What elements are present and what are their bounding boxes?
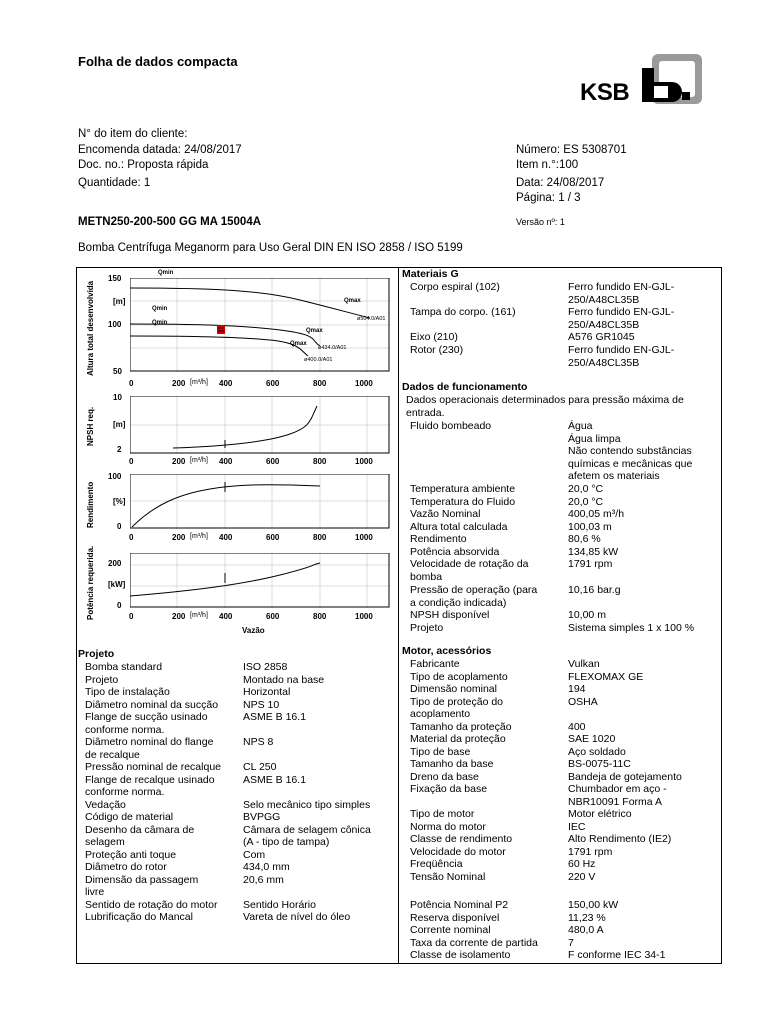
- npsh-ytick: 10: [113, 393, 122, 402]
- x-tick: 200: [172, 379, 186, 388]
- material-value: 250/A48CL35B: [568, 318, 640, 331]
- operation-value: 100,03 m: [568, 520, 612, 533]
- motor-label: Velocidade do motor: [410, 845, 506, 858]
- project-value: ASME B 16.1: [243, 711, 307, 723]
- npsh-ytick: 2: [117, 445, 122, 454]
- npsh-plot: [130, 396, 390, 454]
- operation-value: 20,0 °C: [568, 483, 604, 495]
- fluid-value: Não contendo substâncias: [568, 445, 692, 458]
- power-ylabel: Potência requerida.: [86, 545, 95, 620]
- x-tick: 1000: [355, 457, 373, 466]
- x-tick: 800: [313, 379, 327, 388]
- motor-value: 11,23 %: [568, 911, 606, 924]
- motor-label: Potência Nominal P2: [410, 899, 509, 911]
- page-number: Página: 1 / 3: [516, 192, 581, 204]
- operation-value: 134,85 kW: [568, 546, 619, 558]
- curve-d504: [130, 288, 370, 318]
- head-ylabel: Altura total desenvolvida: [86, 280, 95, 376]
- column-divider: [398, 267, 399, 964]
- npsh-curve: [173, 406, 317, 448]
- motor-value: 194: [568, 683, 586, 695]
- motor-value: 220 V: [568, 870, 596, 883]
- operating-point: [217, 325, 225, 334]
- project-value: Vareta de nível do óleo: [243, 911, 351, 923]
- project-value: 434,0 mm: [243, 861, 290, 873]
- grid: [130, 278, 390, 372]
- operation-value: Sistema simples 1 x 100 %: [568, 621, 695, 634]
- material-value: Ferro fundido EN-GJL-: [568, 306, 675, 318]
- operation-value: 10,00 m: [568, 609, 606, 621]
- eff-ylabel: Rendimento: [86, 481, 95, 528]
- project-label: Vedação: [85, 798, 126, 811]
- project-title: Projeto: [78, 648, 115, 660]
- x-tick: 800: [313, 612, 327, 621]
- project-value: Selo mecânico tipo simples: [243, 798, 371, 811]
- fluid-value: químicas e mecânicas que: [568, 457, 693, 470]
- pressure-label: a condição indicada): [410, 596, 507, 609]
- project-value: NPS 8: [243, 736, 274, 748]
- motor-value: 150,00 kW: [568, 899, 619, 911]
- operation-value: 80,6 %: [568, 533, 601, 546]
- operation-label: Temperatura ambiente: [410, 483, 516, 495]
- pressure-label: Pressão de operação (para: [410, 584, 538, 596]
- npsh-unit: [m]: [113, 420, 126, 429]
- x-tick: 200: [172, 612, 186, 621]
- head-plot: [130, 278, 390, 372]
- x-unit: [m³/h]: [190, 612, 208, 619]
- x-tick: 600: [266, 457, 280, 466]
- item-number: Item n.°:100: [516, 159, 579, 171]
- material-part: Corpo espiral (102): [410, 281, 500, 293]
- operation-label: Potência absorvida: [410, 546, 500, 558]
- project-label: Código de material: [85, 811, 174, 823]
- x-tick: 600: [266, 612, 280, 621]
- motor-label: Dreno da base: [410, 770, 479, 783]
- motor-label: Dimensão nominal: [410, 683, 497, 695]
- qmax-label: Qmax: [306, 328, 323, 334]
- project-label: Sentido de rotação do motor: [85, 898, 218, 911]
- x-tick: 0: [129, 457, 134, 466]
- x-tick: 0: [129, 533, 134, 542]
- material-part: Eixo (210): [410, 331, 458, 343]
- x-tick: 600: [266, 379, 280, 388]
- project-label: Proteção anti toque: [85, 848, 177, 861]
- model-code: METN250-200-500 GG MA 15004A: [78, 216, 262, 228]
- ksb-emblem-icon: [642, 52, 704, 106]
- project-value: Montado na base: [243, 673, 325, 686]
- order-date: Encomenda datada: 24/08/2017: [78, 144, 242, 156]
- project-label: livre: [85, 886, 105, 898]
- motor-label: Tamanho da base: [410, 758, 494, 770]
- motor-value: 7: [568, 936, 574, 949]
- motor-title: Motor, acessórios: [402, 645, 492, 657]
- project-label: Lubrificação do Mancal: [85, 911, 193, 923]
- motor-label: Freqüência: [410, 858, 463, 870]
- project-label: Diâmetro nominal do flange: [85, 736, 214, 748]
- motor-label: Tipo de acoplamento: [410, 670, 508, 683]
- ksb-logo: [580, 52, 705, 106]
- project-value: Câmara de selagem cônica: [243, 823, 371, 836]
- page-title: Folha de dados compacta: [78, 54, 238, 69]
- power-plot: [130, 553, 390, 608]
- project-value: ISO 2858: [243, 661, 288, 673]
- project-label: Diâmetro do rotor: [85, 861, 167, 873]
- motor-value: 400: [568, 720, 586, 733]
- x-unit: [m³/h]: [190, 457, 208, 464]
- motor-value: 60 Hz: [568, 858, 596, 870]
- number: Número: ES 5308701: [516, 144, 627, 156]
- power-ytick: 0: [117, 601, 122, 610]
- customer-item-number: N° do item do cliente:: [78, 128, 188, 140]
- x-unit: [m³/h]: [190, 533, 208, 540]
- npsh-ylabel: NPSH req.: [86, 406, 95, 446]
- x-tick: 200: [172, 457, 186, 466]
- project-label: Bomba standard: [85, 661, 163, 673]
- qmin-label: Qmin: [152, 306, 168, 312]
- operation-label: Projeto: [410, 621, 444, 634]
- x-axis-label: Vazão: [242, 626, 265, 635]
- material-value: A576 GR1045: [568, 331, 635, 343]
- operation-value: 20,0 °C: [568, 495, 604, 508]
- motor-label: Norma do motor: [410, 820, 486, 833]
- project-value: (A - tipo de tampa): [243, 836, 330, 848]
- project-label: Dimensão da passagem: [85, 873, 199, 886]
- fluid-value: Água: [568, 420, 593, 432]
- x-tick: 400: [219, 457, 233, 466]
- project-label: Diâmetro nominal da sucção: [85, 698, 219, 711]
- project-label: Flange de sucção usinado: [85, 711, 208, 723]
- version: Versão nº: 1: [516, 217, 565, 227]
- project-label: de recalque: [85, 748, 140, 761]
- x-tick: 400: [219, 612, 233, 621]
- motor-label: Taxa da corrente de partida: [410, 936, 538, 949]
- project-value: BVPGG: [243, 811, 281, 823]
- motor-label: acoplamento: [410, 708, 471, 720]
- motor-label: Classe de isolamento: [410, 949, 511, 961]
- impeller-diameter-label: ø434.0/A01: [318, 345, 347, 351]
- qmin-label: Qmin: [152, 320, 168, 326]
- motor-value: NBR10091 Forma A: [568, 795, 662, 808]
- motor-value: IEC: [568, 820, 586, 833]
- motor-label: Tipo de proteção do: [410, 695, 504, 708]
- date: Data: 24/08/2017: [516, 177, 605, 189]
- motor-label: Reserva disponível: [410, 911, 500, 924]
- brand-text: KSB: [580, 79, 630, 106]
- impeller-diameter-label: ø400.0/A01: [304, 357, 333, 363]
- motor-label: Tipo de motor: [410, 808, 475, 820]
- speed-label: Velocidade de rotação da: [410, 558, 529, 570]
- motor-value: 1791 rpm: [568, 845, 613, 858]
- motor-value: Vulkan: [568, 658, 600, 670]
- project-label: Projeto: [85, 673, 119, 686]
- motor-value: FLEXOMAX GE: [568, 670, 644, 683]
- operation-label: NPSH disponível: [410, 609, 490, 621]
- motor-value: SAE 1020: [568, 733, 616, 745]
- x-tick: 1000: [355, 533, 373, 542]
- material-value: Ferro fundido EN-GJL-: [568, 344, 675, 356]
- operation-label: Rendimento: [410, 533, 467, 546]
- x-tick: 400: [219, 533, 233, 542]
- power-ytick: 200: [108, 559, 122, 568]
- project-value: NPS 10: [243, 698, 280, 711]
- head-unit: [m]: [113, 297, 126, 306]
- qmin-label: Qmin: [158, 270, 174, 276]
- material-part: Rotor (230): [410, 344, 464, 356]
- motor-label: Tipo de base: [410, 745, 471, 758]
- x-tick: 400: [219, 379, 233, 388]
- motor-value: Chumbador em aço -: [568, 783, 667, 795]
- project-label: conforme norma.: [85, 723, 165, 736]
- motor-value: F conforme IEC 34-1: [568, 949, 666, 961]
- project-label: Flange de recalque usinado: [85, 773, 215, 786]
- project-value: Horizontal: [243, 686, 291, 698]
- project-label: selagem: [85, 836, 125, 848]
- pump-description: Bomba Centrífuga Meganorm para Uso Geral DIN EN ISO 2858 / ISO 5199: [78, 242, 463, 254]
- motor-label: Tamanho da proteção: [410, 720, 512, 733]
- motor-value: Aço soldado: [568, 745, 626, 758]
- project-value: 20,6 mm: [243, 873, 284, 886]
- fluid-label: Fluido bombeado: [410, 420, 492, 432]
- project-value: CL 250: [243, 761, 277, 773]
- motor-label: Tensão Nominal: [410, 870, 486, 883]
- project-value: Sentido Horário: [243, 898, 316, 911]
- motor-label: Material da proteção: [410, 733, 506, 745]
- material-value: Ferro fundido EN-GJL-: [568, 281, 675, 293]
- x-tick: 0: [129, 612, 134, 621]
- material-value: 250/A48CL35B: [568, 293, 640, 306]
- motor-value: BS-0075-11C: [568, 758, 631, 770]
- speed-value: 1791 rpm: [568, 558, 613, 570]
- project-value: Com: [243, 848, 266, 861]
- x-tick: 800: [313, 533, 327, 542]
- operation-label: Vazão Nominal: [410, 508, 481, 521]
- speed-label: bomba: [410, 570, 443, 583]
- motor-label: Corrente nominal: [410, 924, 491, 936]
- curve-d400: [130, 336, 308, 356]
- eff-unit: [%]: [113, 497, 126, 506]
- eff-curve: [132, 485, 320, 527]
- x-tick: 1000: [355, 612, 373, 621]
- project-label: Pressão nominal de recalque: [85, 761, 221, 773]
- operation-note: Dados operacionais determinados para pressão máxima de: [406, 394, 684, 406]
- motor-label: Fixação da base: [410, 783, 488, 795]
- project-value: ASME B 16.1: [243, 773, 307, 786]
- materials-title: Materiais G: [402, 268, 459, 280]
- head-ytick: 100: [108, 320, 122, 329]
- motor-label: Classe de rendimento: [410, 833, 513, 845]
- x-tick: 200: [172, 533, 186, 542]
- operation-value: 400,05 m³/h: [568, 508, 625, 521]
- eff-ytick: 100: [108, 472, 122, 481]
- motor-value: Motor elétrico: [568, 808, 632, 820]
- head-ytick: 50: [113, 367, 122, 376]
- motor-value: Alto Rendimento (IE2): [568, 833, 672, 845]
- x-unit: [m³/h]: [190, 379, 208, 386]
- doc-number: Doc. no.: Proposta rápida: [78, 159, 209, 171]
- x-tick: 600: [266, 533, 280, 542]
- operation-label: Temperatura do Fluido: [410, 495, 516, 508]
- x-tick: 0: [129, 379, 134, 388]
- fluid-value: Água limpa: [568, 432, 621, 445]
- material-part: Tampa do corpo. (161): [410, 306, 516, 318]
- fluid-value: afetem os materiais: [568, 470, 660, 483]
- power-unit: [kW]: [108, 580, 126, 589]
- motor-value: OSHA: [568, 695, 598, 708]
- x-tick: 800: [313, 457, 327, 466]
- motor-value: Bandeja de gotejamento: [568, 770, 682, 783]
- qmax-label: Qmax: [344, 298, 361, 304]
- qmax-label: Qmax: [290, 341, 307, 347]
- eff-plot: [130, 474, 390, 529]
- head-ytick: 150: [108, 274, 122, 283]
- project-label: Tipo de instalação: [85, 686, 170, 698]
- pressure-value: 10,16 bar.g: [568, 584, 621, 596]
- motor-value: 480,0 A: [568, 924, 604, 936]
- operation-label: Altura total calculada: [410, 520, 508, 533]
- project-label: conforme norma.: [85, 786, 165, 798]
- operation-note: entrada.: [406, 406, 445, 419]
- operation-title: Dados de funcionamento: [402, 381, 528, 393]
- eff-ytick: 0: [117, 522, 122, 531]
- motor-label: Fabricante: [410, 658, 460, 670]
- x-tick: 1000: [355, 379, 373, 388]
- quantity: Quantidade: 1: [78, 177, 151, 189]
- impeller-diameter-label: ø504.0/A01: [357, 316, 386, 322]
- material-value: 250/A48CL35B: [568, 356, 640, 369]
- project-label: Desenho da câmara de: [85, 823, 195, 836]
